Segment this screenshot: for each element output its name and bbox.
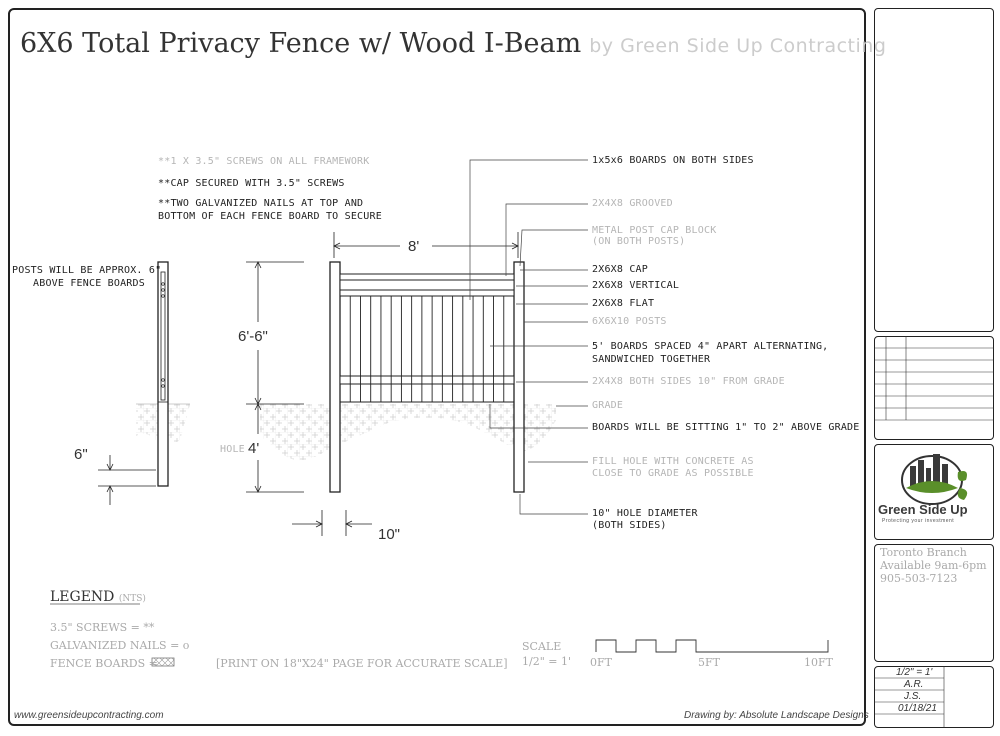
callout-cap: 2X6X8 CAP xyxy=(592,264,648,275)
callout-hole-line1: 10" HOLE DIAMETER xyxy=(592,508,698,519)
callout-hole-line2: (BOTH SIDES) xyxy=(592,520,667,531)
fence-rails xyxy=(340,274,514,384)
dim-hole-label: 4' xyxy=(248,440,260,457)
callout-leaders xyxy=(470,160,588,514)
dim-hole-word: HOLE xyxy=(220,444,245,455)
legend-screws: 3.5" SCREWS = ** xyxy=(50,621,155,634)
callout-bottom-rail: 2X4X8 BOTH SIDES 10" FROM GRADE xyxy=(592,376,785,387)
callout-grooved: 2X4X8 GROOVED xyxy=(592,198,673,209)
company-logo xyxy=(902,454,967,504)
footer-credit: Drawing by: Absolute Landscape Designs xyxy=(684,710,869,721)
dim-height-label: 6'-6" xyxy=(238,328,268,345)
brand-name: Green Side Up xyxy=(878,502,968,517)
dim-width-label: 8' xyxy=(408,238,420,255)
callout-flat: 2X6X8 FLAT xyxy=(592,298,655,309)
footer-website: www.greensideupcontracting.com xyxy=(14,710,164,721)
note-posts-line2: ABOVE FENCE BOARDS xyxy=(33,278,145,289)
callout-posts: 6X6X10 POSTS xyxy=(592,316,667,327)
scale-ratio: 1/2" = 1' xyxy=(522,655,571,668)
titleblock-scale: 1/2" = 1' xyxy=(896,667,933,678)
titleblock-date: 01/18/21 xyxy=(898,703,937,714)
scale-tick-5: 5FT xyxy=(698,656,720,669)
note-posts-line1: POSTS WILL BE APPROX. 6" xyxy=(12,265,162,276)
titleblock-checked: J.S. xyxy=(904,691,922,702)
brand-tagline: Protecting your investment xyxy=(882,518,955,524)
drawing-title-by: by Green Side Up Contracting xyxy=(589,35,887,57)
callout-boards-line2: SANDWICHED TOGETHER xyxy=(592,354,711,365)
side-view-post xyxy=(158,262,168,486)
legend-title xyxy=(50,589,146,605)
branch-phone: 905-503-7123 xyxy=(880,572,958,585)
legend-boards: FENCE BOARDS = xyxy=(50,657,158,670)
callout-post-cap-line1: METAL POST CAP BLOCK xyxy=(592,225,717,236)
front-view-ground xyxy=(260,404,556,460)
width-dimension xyxy=(334,232,518,258)
post-above-dimension xyxy=(98,455,156,505)
branch-name: Toronto Branch xyxy=(880,546,967,559)
note-screws-framework: **1 X 3.5" SCREWS ON ALL FRAMEWORK xyxy=(158,156,370,167)
callout-vertical: 2X6X8 VERTICAL xyxy=(592,280,680,291)
scale-label: SCALE xyxy=(522,640,562,653)
dim-hole-diameter-label: 10" xyxy=(378,526,401,543)
fence-boards xyxy=(350,296,504,402)
hole-diameter-dimension xyxy=(292,510,372,536)
note-cap-screws: **CAP SECURED WITH 3.5" SCREWS xyxy=(158,178,345,189)
dim-post-above-label: 6" xyxy=(74,446,88,463)
titleblock-lines xyxy=(874,336,994,728)
legend-nails: GALVANIZED NAILS = o xyxy=(50,639,190,652)
callout-post-cap-line2: (ON BOTH POSTS) xyxy=(592,236,686,247)
callout-above-grade: BOARDS WILL BE SITTING 1" TO 2" ABOVE GRADE xyxy=(592,422,860,433)
scale-bar xyxy=(596,640,828,652)
callout-grade: GRADE xyxy=(592,400,624,411)
callout-concrete-line2: CLOSE TO GRADE AS POSSIBLE xyxy=(592,468,754,479)
note-nails-line2: BOTTOM OF EACH FENCE BOARD TO SECURE xyxy=(158,211,382,222)
callout-boards-line1: 5' BOARDS SPACED 4" APART ALTERNATING, xyxy=(592,341,829,352)
scale-tick-0: 0FT xyxy=(590,656,612,669)
legend-print-note: [PRINT ON 18"X24" PAGE FOR ACCURATE SCALE] xyxy=(216,657,508,670)
callout-boards-both-sides: 1x5x6 BOARDS ON BOTH SIDES xyxy=(592,155,754,166)
scale-tick-10: 10FT xyxy=(804,656,833,669)
note-nails-line1: **TWO GALVANIZED NAILS AT TOP AND xyxy=(158,198,364,209)
branch-hours: Available 9am-6pm xyxy=(880,559,987,572)
legend-title-text: LEGEND xyxy=(50,589,115,605)
branch-info xyxy=(880,546,987,585)
drawing-title-main: 6X6 Total Privacy Fence w/ Wood I-Beam xyxy=(20,28,582,59)
callout-concrete-line1: FILL HOLE WITH CONCRETE AS xyxy=(592,456,754,467)
titleblock-drawn: A.R. xyxy=(904,679,924,690)
legend-subtitle: (NTS) xyxy=(118,594,146,604)
